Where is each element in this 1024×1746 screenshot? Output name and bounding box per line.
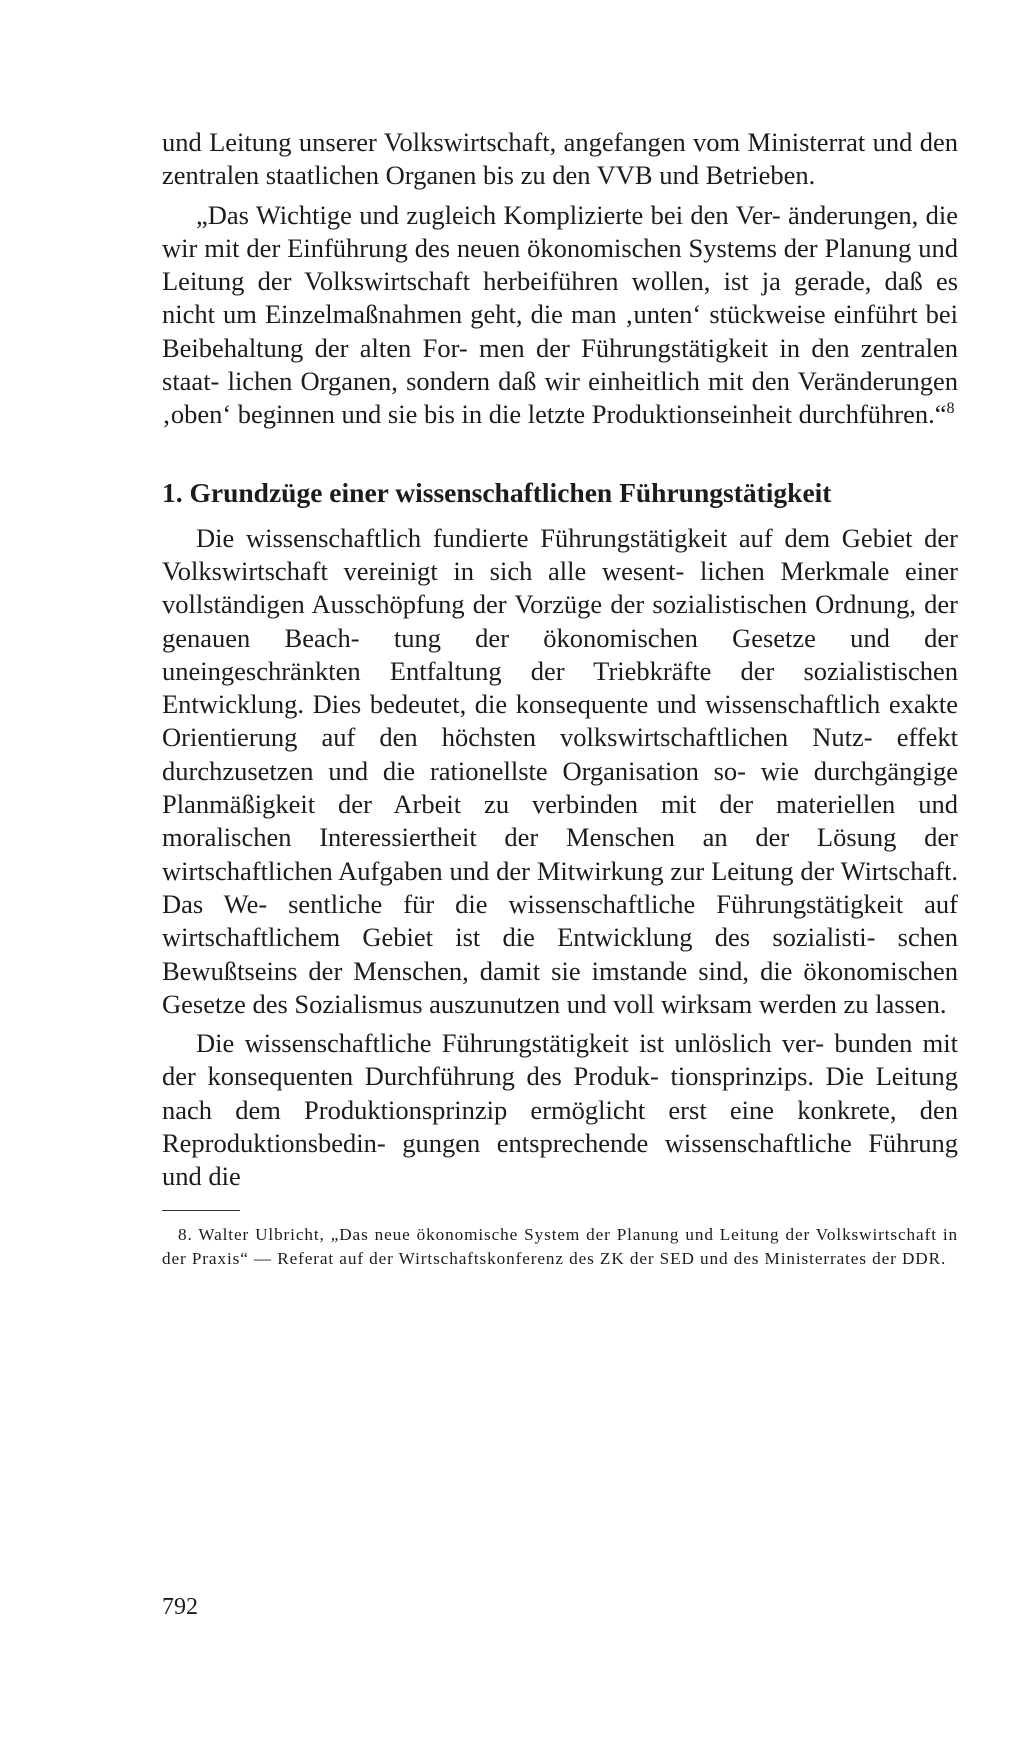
footnote-line: 8. Walter Ulbricht, „Das neue ökonomische System der Planung [178,1224,680,1244]
footnote-line: Wirtschaftskonferenz des ZK der SED und des Ministerrates der [398,1248,897,1268]
text-line: Gebiet der Volkswirtschaft vereinigt in sich alle wesent- [162,522,958,586]
text-line: Die wissenschaftlich fundierte Führungstätigkeit auf dem [196,522,831,553]
text-line: Vorzüge der sozialistischen Ordnung, der genauen Beach- [162,589,958,653]
text-line: und der Mitwirkung zur Leitung der Wirtschaft. Das We- [162,855,959,919]
text-line: und Leitung unserer Volkswirtschaft, angefangen vom [162,127,741,157]
text-line: gungen entsprechende wissenschaftliche Führung und die [162,1128,959,1192]
text-line: Menschen an der Lösung der wirtschaftlichen Aufgaben [162,822,958,886]
footnote-line: DDR. [901,1248,947,1268]
text-line: schen Bewußtseins der Menschen, damit sie imstande sind, [162,922,958,986]
paragraph-body [162,522,958,1021]
footnote [162,1223,958,1271]
text-line: Dies bedeutet, die konsequente und wissenschaftlich exakte [312,689,959,720]
text-line: voll wirksam werden zu lassen. [613,988,947,1019]
text-line: tung der ökonomischen Gesetze und der uneingeschränkten [162,622,959,686]
text-line: „Das Wichtige und zugleich Komplizierte bei den Ver- [196,199,781,230]
text-line: änderungen, die wir mit der Einführung des neuen [162,199,959,263]
text-line: den VVB und Betrieben. [552,160,816,191]
text-line: Entfaltung der Triebkräfte der sozialistischen Entwicklung. [162,655,958,720]
text-line: lichen Merkmale einer vollständigen Ausschöpfung der [162,555,958,620]
footnote-reference: 8 [946,400,955,418]
text-line: tionsprinzips. Die Leitung nach dem Produktionsprinzip [162,1061,958,1125]
text-line: wirtschaftlichem Gebiet ist die Entwicklung des sozialisti- [162,922,876,953]
text-line: wie durchgängige Planmäßigkeit der Arbeit zu verbinden [162,755,959,820]
paragraph-quote [162,199,958,432]
text-line: stückweise einführt bei Beibehaltung der alten For- [162,299,959,363]
text-line: mit der materiellen und moralischen Interessiertheit der [162,789,958,853]
page-number: 792 [162,1594,198,1620]
text-line: lichen Organen, sondern daß wir einheitlich mit den [227,366,790,397]
book-page [162,126,958,1271]
footnote-line: und Leitung der Volkswirtschaft in der Praxis“ — Referat auf der [162,1224,958,1268]
text-line: die ökonomischen Gesetze des Sozialismus auszunutzen und [162,955,958,1019]
text-line: Orientierung auf den höchsten volkswirtschaftlichen Nutz- [162,722,873,753]
section-heading: 1. Grundzüge einer wissenschaftlichen Führungstätigkeit [162,476,832,508]
text-line: ökonomischen Systems der Planung und Leitung der [162,232,959,297]
footnote-divider [162,1210,240,1211]
text-line: Die wissenschaftliche Führungstätigkeit ist unlöslich ver- [196,1028,825,1059]
text-line: Volkswirtschaft herbeiführen wollen, ist ja gerade, daß [304,266,923,297]
text-line: ermöglicht erst eine konkrete, den Reproduktionsbedin- [162,1094,959,1159]
text-line: sentliche für die wissenschaftliche Führungstätigkeit auf [288,888,958,919]
text-line: men der Führungstätigkeit in den zentralen staat- [162,332,959,397]
paragraph-body [162,1027,958,1193]
text-line: bunden mit der konsequenten Durchführung des Produk- [162,1028,959,1092]
text-line: Ministerrat und den zentralen staatlichen Organen bis zu [162,127,958,191]
text-line: Veränderungen ‚oben‘ beginnen und sie bis in die [162,366,958,430]
text-line: effekt durchzusetzen und die rationellste Organisation so- [162,722,959,786]
paragraph-continuation [162,126,958,193]
text-line: es nicht um Einzelmaßnahmen geht, die man ‚unten‘ [162,266,959,330]
text-line: letzte Produktionseinheit durchführen.“ [527,399,947,430]
